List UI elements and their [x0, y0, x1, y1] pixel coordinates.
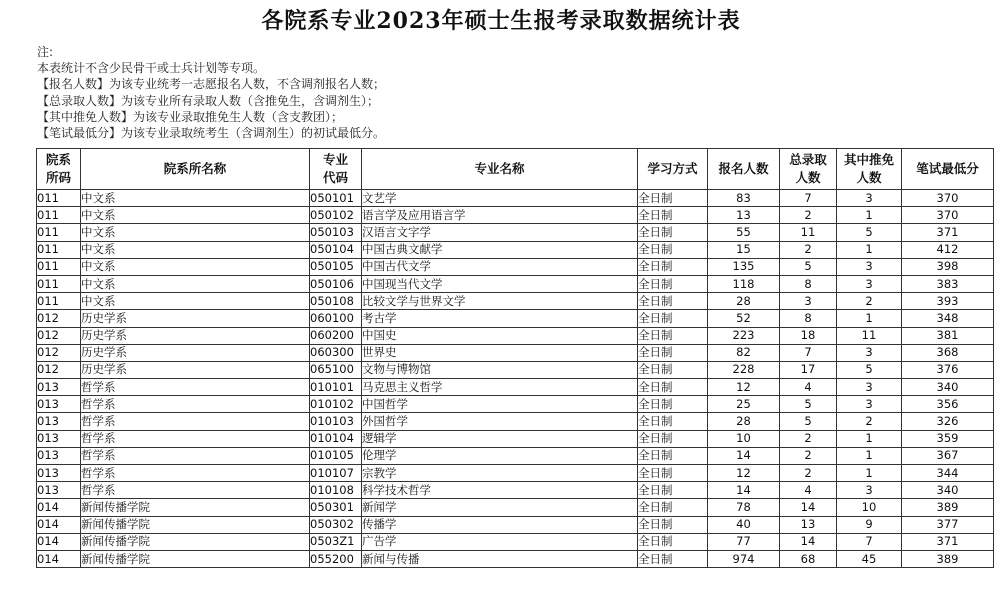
- column-header: 总录取 人数: [780, 149, 837, 190]
- applicants-cell: 10: [708, 430, 780, 447]
- study-mode-cell: 全日制: [638, 499, 708, 516]
- study-mode-cell: 全日制: [638, 533, 708, 550]
- table-row: [37, 430, 994, 447]
- exempt-cell: 45: [837, 550, 902, 567]
- major-name-cell: 新闻学: [362, 499, 638, 516]
- applicants-cell: 40: [708, 516, 780, 533]
- dept-name-cell: 哲学系: [81, 413, 310, 430]
- exempt-cell: 1: [837, 207, 902, 224]
- dept-name-cell: 中文系: [81, 190, 310, 207]
- major-name-cell: 广告学: [362, 533, 638, 550]
- table-row: [37, 310, 994, 327]
- exempt-cell: 3: [837, 344, 902, 361]
- major-code-cell: 010108: [310, 482, 362, 499]
- admitted-cell: 3: [780, 293, 837, 310]
- min-score-cell: 381: [902, 327, 994, 344]
- page-title: 各院系专业2023年硕士生报考录取数据统计表: [261, 8, 741, 34]
- dept-name-cell: 哲学系: [81, 379, 310, 396]
- admitted-cell: 5: [780, 396, 837, 413]
- table-row: [37, 224, 994, 241]
- major-code-cell: 050302: [310, 516, 362, 533]
- dept-code-cell: 012: [37, 327, 81, 344]
- study-mode-cell: 全日制: [638, 396, 708, 413]
- dept-name-cell: 历史学系: [81, 344, 310, 361]
- study-mode-cell: 全日制: [638, 550, 708, 567]
- major-code-cell: 060200: [310, 327, 362, 344]
- major-name-cell: 考古学: [362, 310, 638, 327]
- table-row: [37, 327, 994, 344]
- dept-name-cell: 哲学系: [81, 465, 310, 482]
- table-row: [37, 447, 994, 464]
- study-mode-cell: 全日制: [638, 361, 708, 378]
- applicants-cell: 78: [708, 499, 780, 516]
- dept-name-cell: 历史学系: [81, 361, 310, 378]
- table-header-row: [37, 149, 994, 190]
- dept-code-cell: 012: [37, 310, 81, 327]
- table-row: [37, 379, 994, 396]
- major-name-cell: 世界史: [362, 344, 638, 361]
- applicants-cell: 82: [708, 344, 780, 361]
- applicants-cell: 223: [708, 327, 780, 344]
- column-header: 专业 代码: [310, 149, 362, 190]
- dept-code-cell: 011: [37, 207, 81, 224]
- study-mode-cell: 全日制: [638, 275, 708, 292]
- dept-code-cell: 014: [37, 499, 81, 516]
- dept-code-cell: 014: [37, 516, 81, 533]
- min-score-cell: 377: [902, 516, 994, 533]
- table-row: [37, 207, 994, 224]
- table-row: [37, 482, 994, 499]
- exempt-cell: 3: [837, 275, 902, 292]
- admitted-cell: 7: [780, 344, 837, 361]
- study-mode-cell: 全日制: [638, 310, 708, 327]
- dept-name-cell: 中文系: [81, 293, 310, 310]
- exempt-cell: 3: [837, 379, 902, 396]
- min-score-cell: 398: [902, 258, 994, 275]
- min-score-cell: 340: [902, 379, 994, 396]
- admitted-cell: 18: [780, 327, 837, 344]
- exempt-cell: 3: [837, 482, 902, 499]
- study-mode-cell: 全日制: [638, 258, 708, 275]
- major-name-cell: 文艺学: [362, 190, 638, 207]
- study-mode-cell: 全日制: [638, 430, 708, 447]
- major-name-cell: 中国现当代文学: [362, 275, 638, 292]
- major-code-cell: 050104: [310, 241, 362, 258]
- major-code-cell: 050106: [310, 275, 362, 292]
- dept-code-cell: 011: [37, 258, 81, 275]
- dept-code-cell: 013: [37, 482, 81, 499]
- table-row: [37, 293, 994, 310]
- min-score-cell: 389: [902, 499, 994, 516]
- applicants-cell: 28: [708, 293, 780, 310]
- applicants-cell: 974: [708, 550, 780, 567]
- dept-code-cell: 011: [37, 275, 81, 292]
- admitted-cell: 17: [780, 361, 837, 378]
- major-code-cell: 050108: [310, 293, 362, 310]
- table-row: [37, 344, 994, 361]
- study-mode-cell: 全日制: [638, 379, 708, 396]
- min-score-cell: 340: [902, 482, 994, 499]
- admitted-cell: 2: [780, 465, 837, 482]
- exempt-cell: 5: [837, 224, 902, 241]
- exempt-cell: 1: [837, 465, 902, 482]
- study-mode-cell: 全日制: [638, 327, 708, 344]
- major-name-cell: 马克思主义哲学: [362, 379, 638, 396]
- dept-name-cell: 中文系: [81, 207, 310, 224]
- major-code-cell: 050301: [310, 499, 362, 516]
- note-line: 【总录取人数】为该专业所有录取人数（含推免生，含调剂生）；: [37, 93, 380, 108]
- applicants-cell: 14: [708, 447, 780, 464]
- study-mode-cell: 全日制: [638, 224, 708, 241]
- applicants-cell: 228: [708, 361, 780, 378]
- dept-name-cell: 历史学系: [81, 327, 310, 344]
- dept-name-cell: 哲学系: [81, 396, 310, 413]
- exempt-cell: 10: [837, 499, 902, 516]
- admitted-cell: 13: [780, 516, 837, 533]
- min-score-cell: 368: [902, 344, 994, 361]
- table-row: [37, 516, 994, 533]
- major-name-cell: 传播学: [362, 516, 638, 533]
- applicants-cell: 13: [708, 207, 780, 224]
- admitted-cell: 14: [780, 533, 837, 550]
- exempt-cell: 9: [837, 516, 902, 533]
- min-score-cell: 376: [902, 361, 994, 378]
- applicants-cell: 12: [708, 465, 780, 482]
- major-name-cell: 汉语言文字学: [362, 224, 638, 241]
- min-score-cell: 412: [902, 241, 994, 258]
- admitted-cell: 68: [780, 550, 837, 567]
- dept-name-cell: 哲学系: [81, 482, 310, 499]
- major-name-cell: 宗教学: [362, 465, 638, 482]
- column-header: 笔试最低分: [902, 149, 994, 190]
- min-score-cell: 359: [902, 430, 994, 447]
- applicants-cell: 15: [708, 241, 780, 258]
- exempt-cell: 3: [837, 396, 902, 413]
- applicants-cell: 28: [708, 413, 780, 430]
- column-header: 报名人数: [708, 149, 780, 190]
- exempt-cell: 5: [837, 361, 902, 378]
- applicants-cell: 118: [708, 275, 780, 292]
- exempt-cell: 3: [837, 190, 902, 207]
- column-header: 专业名称: [362, 149, 638, 190]
- dept-code-cell: 011: [37, 241, 81, 258]
- exempt-cell: 11: [837, 327, 902, 344]
- dept-code-cell: 012: [37, 361, 81, 378]
- admitted-cell: 4: [780, 379, 837, 396]
- major-code-cell: 0503Z1: [310, 533, 362, 550]
- notes: [37, 44, 937, 141]
- study-mode-cell: 全日制: [638, 207, 708, 224]
- min-score-cell: 348: [902, 310, 994, 327]
- min-score-cell: 344: [902, 465, 994, 482]
- note-line: 【其中推免人数】为该专业录取推免生人数（含支教团）；: [37, 109, 344, 124]
- min-score-cell: 393: [902, 293, 994, 310]
- min-score-cell: 389: [902, 550, 994, 567]
- column-header: 其中推免 人数: [837, 149, 902, 190]
- study-mode-cell: 全日制: [638, 241, 708, 258]
- table-row: [37, 241, 994, 258]
- applicants-cell: 14: [708, 482, 780, 499]
- admitted-cell: 2: [780, 430, 837, 447]
- admitted-cell: 4: [780, 482, 837, 499]
- note-line: 【笔试最低分】为该专业录取统考生（含调剂生）的初试最低分。: [37, 126, 386, 141]
- applicants-cell: 25: [708, 396, 780, 413]
- table-row: [37, 533, 994, 550]
- major-name-cell: 外国哲学: [362, 413, 638, 430]
- major-name-cell: 语言学及应用语言学: [362, 207, 638, 224]
- study-mode-cell: 全日制: [638, 465, 708, 482]
- major-code-cell: 010103: [310, 413, 362, 430]
- dept-name-cell: 中文系: [81, 241, 310, 258]
- dept-code-cell: 014: [37, 533, 81, 550]
- table-row: [37, 465, 994, 482]
- applicants-cell: 52: [708, 310, 780, 327]
- table-row: [37, 190, 994, 207]
- study-mode-cell: 全日制: [638, 344, 708, 361]
- study-mode-cell: 全日制: [638, 482, 708, 499]
- table-row: [37, 550, 994, 567]
- major-name-cell: 逻辑学: [362, 430, 638, 447]
- dept-name-cell: 中文系: [81, 258, 310, 275]
- major-code-cell: 065100: [310, 361, 362, 378]
- min-score-cell: 367: [902, 447, 994, 464]
- applicants-cell: 12: [708, 379, 780, 396]
- major-code-cell: 050102: [310, 207, 362, 224]
- major-code-cell: 050103: [310, 224, 362, 241]
- admitted-cell: 8: [780, 275, 837, 292]
- applicants-cell: 83: [708, 190, 780, 207]
- dept-code-cell: 013: [37, 447, 81, 464]
- dept-name-cell: 新闻传播学院: [81, 550, 310, 567]
- table-row: [37, 361, 994, 378]
- admitted-cell: 2: [780, 447, 837, 464]
- exempt-cell: 3: [837, 258, 902, 275]
- admitted-cell: 5: [780, 413, 837, 430]
- major-code-cell: 060300: [310, 344, 362, 361]
- dept-name-cell: 新闻传播学院: [81, 499, 310, 516]
- dept-name-cell: 中文系: [81, 275, 310, 292]
- note-line: 【报名人数】为该专业统考一志愿报名人数，不含调剂报名人数；: [37, 77, 386, 92]
- dept-code-cell: 011: [37, 293, 81, 310]
- table-row: [37, 258, 994, 275]
- major-code-cell: 055200: [310, 550, 362, 567]
- major-name-cell: 文物与博物馆: [362, 361, 638, 378]
- major-name-cell: 中国古代文学: [362, 258, 638, 275]
- major-code-cell: 010107: [310, 465, 362, 482]
- major-code-cell: 050105: [310, 258, 362, 275]
- dept-code-cell: 013: [37, 396, 81, 413]
- study-mode-cell: 全日制: [638, 190, 708, 207]
- column-header: 院系 所码: [37, 149, 81, 190]
- major-code-cell: 010102: [310, 396, 362, 413]
- admitted-cell: 7: [780, 190, 837, 207]
- major-code-cell: 010101: [310, 379, 362, 396]
- dept-code-cell: 011: [37, 190, 81, 207]
- major-code-cell: 010105: [310, 447, 362, 464]
- note-line: 本表统计不含少民骨干或士兵计划等专项。: [37, 61, 266, 76]
- min-score-cell: 370: [902, 207, 994, 224]
- admitted-cell: 2: [780, 241, 837, 258]
- major-name-cell: 中国哲学: [362, 396, 638, 413]
- exempt-cell: 1: [837, 310, 902, 327]
- major-name-cell: 伦理学: [362, 447, 638, 464]
- exempt-cell: 7: [837, 533, 902, 550]
- applicants-cell: 135: [708, 258, 780, 275]
- dept-name-cell: 哲学系: [81, 430, 310, 447]
- dept-code-cell: 011: [37, 224, 81, 241]
- dept-name-cell: 中文系: [81, 224, 310, 241]
- column-header: 院系所名称: [81, 149, 310, 190]
- major-code-cell: 010104: [310, 430, 362, 447]
- major-name-cell: 新闻与传播: [362, 550, 638, 567]
- major-name-cell: 科学技术哲学: [362, 482, 638, 499]
- dept-code-cell: 013: [37, 465, 81, 482]
- study-mode-cell: 全日制: [638, 413, 708, 430]
- table-row: [37, 275, 994, 292]
- exempt-cell: 2: [837, 293, 902, 310]
- admitted-cell: 5: [780, 258, 837, 275]
- dept-code-cell: 013: [37, 413, 81, 430]
- admitted-cell: 2: [780, 207, 837, 224]
- column-header: 学习方式: [638, 149, 708, 190]
- table-row: [37, 413, 994, 430]
- dept-code-cell: 014: [37, 550, 81, 567]
- major-name-cell: 中国史: [362, 327, 638, 344]
- major-code-cell: 050101: [310, 190, 362, 207]
- min-score-cell: 356: [902, 396, 994, 413]
- note-line: 注:: [37, 45, 54, 59]
- exempt-cell: 1: [837, 447, 902, 464]
- dept-name-cell: 哲学系: [81, 447, 310, 464]
- major-name-cell: 比较文学与世界文学: [362, 293, 638, 310]
- table-row: [37, 396, 994, 413]
- admitted-cell: 8: [780, 310, 837, 327]
- admitted-cell: 14: [780, 499, 837, 516]
- applicants-cell: 77: [708, 533, 780, 550]
- dept-code-cell: 012: [37, 344, 81, 361]
- min-score-cell: 371: [902, 533, 994, 550]
- dept-code-cell: 013: [37, 379, 81, 396]
- min-score-cell: 326: [902, 413, 994, 430]
- study-mode-cell: 全日制: [638, 293, 708, 310]
- table-row: [37, 499, 994, 516]
- dept-name-cell: 历史学系: [81, 310, 310, 327]
- admitted-cell: 11: [780, 224, 837, 241]
- applicants-cell: 55: [708, 224, 780, 241]
- min-score-cell: 383: [902, 275, 994, 292]
- dept-code-cell: 013: [37, 430, 81, 447]
- exempt-cell: 1: [837, 241, 902, 258]
- dept-name-cell: 新闻传播学院: [81, 533, 310, 550]
- exempt-cell: 1: [837, 430, 902, 447]
- study-mode-cell: 全日制: [638, 447, 708, 464]
- dept-name-cell: 新闻传播学院: [81, 516, 310, 533]
- min-score-cell: 370: [902, 190, 994, 207]
- major-code-cell: 060100: [310, 310, 362, 327]
- study-mode-cell: 全日制: [638, 516, 708, 533]
- exempt-cell: 2: [837, 413, 902, 430]
- major-name-cell: 中国古典文献学: [362, 241, 638, 258]
- min-score-cell: 371: [902, 224, 994, 241]
- admissions-table: [36, 148, 994, 568]
